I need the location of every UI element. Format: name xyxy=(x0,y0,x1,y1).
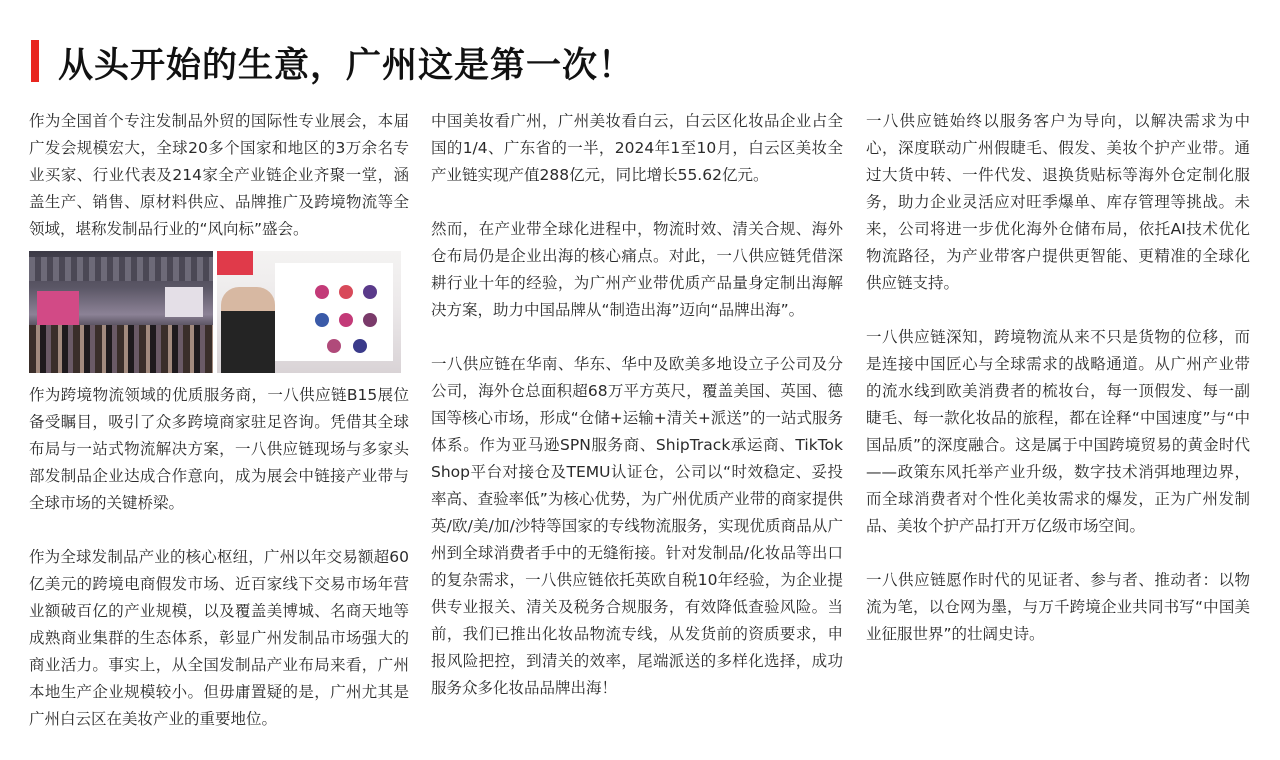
paragraph: 一八供应链愿作时代的见证者、参与者、推动者：以物流为笔，以仓网为墨，与万千跨境企业共同书写“中国美业征服世界”的壮阔史诗。 xyxy=(866,571,1250,643)
title-accent-bar xyxy=(31,40,39,82)
column-3 xyxy=(866,108,1250,675)
expo-photos xyxy=(29,251,401,373)
expo-hall-photo xyxy=(29,251,213,373)
paragraph: 一八供应链在华南、华东、华中及欧美多地设立子公司及分公司，海外仓总面积超68万平方英尺，覆盖美国、英国、德国等核心市场，形成“仓储+运输+清关+派送”的一站式服务体系。作为亚马逊SPN服务商、ShipTrack承运商、TikTok Shop平台对接仓及TEMU认证仓，公司以“时效稳定、妥投率高、查验率低”为核心优势，为广州优质产业带的商家提供英/欧/美/加/沙特等国家的专线物流服务，实现优质商品从广州到全球消费者手中的无缝衔接。针对发制品/化妆品等出口的复杂需求，一八供应链依托英欧自税10年经验，为企业提供专业报关、清关及税务合规服务，有效降低查验风险。当前，我们已推出化妆品物流专线，从发货前的资质要求，申报风险把控，到清关的效率，尾端派送的多样化选择，成功服务众多化妆品品牌出海！ xyxy=(431,355,843,697)
paragraph: 中国美妆看广州，广州美妆看白云，白云区化妆品企业占全国的1/4、广东省的一半，2024年1至10月，白云区美妆全产业链实现产值288亿元，同比增长55.62亿元。 xyxy=(431,112,843,184)
column-1 xyxy=(29,108,409,760)
paragraph: 然而，在产业带全球化进程中，物流时效、清关合规、海外仓布局仍是企业出海的核心痛点。对此，一八供应链凭借深耕行业十年的经验，为广州产业带优质产品量身定制出海解决方案，助力中国品牌从“制造出海”迈向“品牌出海”。 xyxy=(431,220,843,319)
paragraph: 一八供应链深知，跨境物流从来不只是货物的位移，而是连接中国匠心与全球需求的战略通道。从广州产业带的流水线到欧美消费者的梳妆台，每一顶假发、每一副睫毛、每一款化妆品的旅程，都在诠释“中国速度”与“中国品质”的深度融合。这是属于中国跨境贸易的黄金时代——政策东风托举产业升级，数字技术消弭地理边界，而全球消费者对个性化美妆需求的爆发，正为广州发制品、美妆个护产品打开万亿级市场空间。 xyxy=(866,328,1250,535)
page-title: 从头开始的生意，广州这是第一次！ xyxy=(58,45,635,86)
paragraph: 作为全球发制品产业的核心枢纽，广州以年交易额超60亿美元的跨境电商假发市场、近百家线下交易市场年营业额破百亿的产业规模，以及覆盖美博城、名商天地等成熟商业集群的生态体系，彰显广州发制品市场强大的商业活力。事实上，从全国发制品产业布局来看，广州本地生产企业规模较小。但毋庸置疑的是，广州尤其是广州白云区在美妆产业的重要地位。 xyxy=(29,548,409,728)
paragraph: 一八供应链始终以服务客户为导向，以解决需求为中心，深度联动广州假睫毛、假发、美妆个护产业带。通过大货中转、一件代发、退换货贴标等海外仓定制化服务，助力企业灵活应对旺季爆单、库存管理等挑战。未来，公司将进一步优化海外仓储布局，依托AI技术优化物流路径，为产业带客户提供更智能、更精准的全球化供应链支持。 xyxy=(866,112,1250,292)
column-2 xyxy=(431,108,843,729)
paragraph: 作为跨境物流领域的优质服务商，一八供应链B15展位备受瞩目，吸引了众多跨境商家驻足咨询。凭借其全球布局与一站式物流解决方案，一八供应链现场与多家头部发制品企业达成合作意向，成为展会中链接产业带与全球市场的关键桥梁。 xyxy=(29,386,409,512)
paragraph: 作为全国首个专注发制品外贸的国际性专业展会，本届广发会规模宏大，全球20多个国家和地区的3万余名专业买家、行业代表及214家全产业链企业齐聚一堂，涵盖生产、销售、原材料供应、品牌推广及跨境物流等全领域，堪称发制品行业的“风向标”盛会。 xyxy=(29,112,409,238)
booth-presentation-photo xyxy=(217,251,401,373)
